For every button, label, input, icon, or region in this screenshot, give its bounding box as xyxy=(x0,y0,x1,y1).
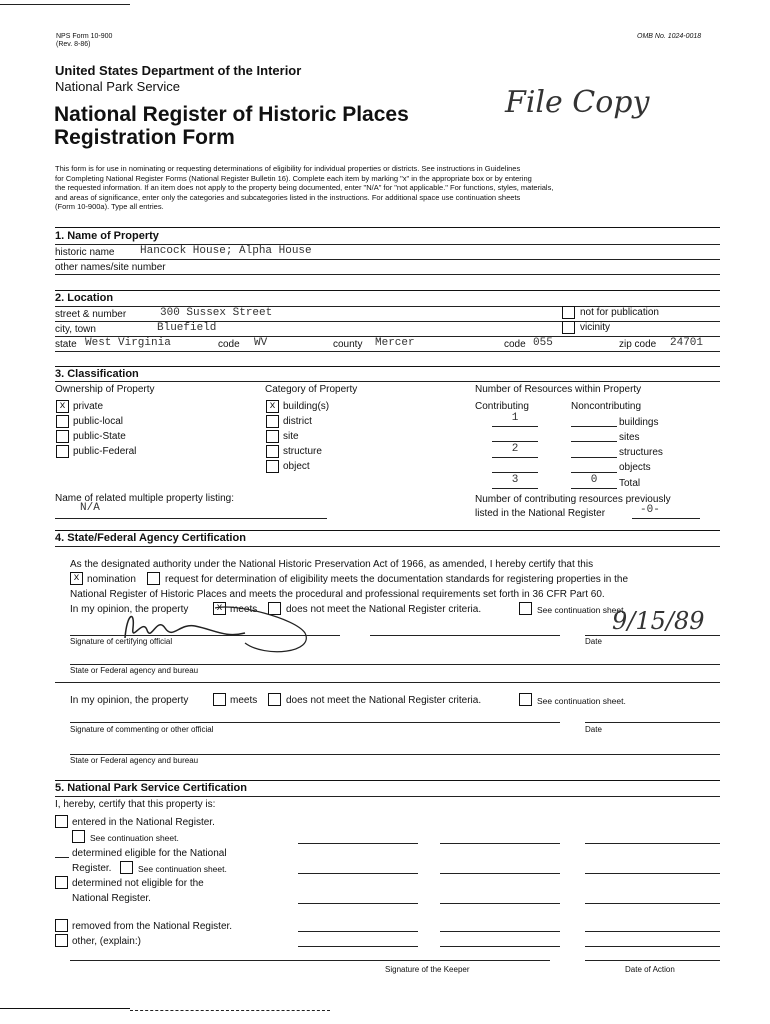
category-district-checkbox[interactable] xyxy=(266,415,279,428)
state-label: state xyxy=(55,339,77,350)
top-rule xyxy=(0,4,130,5)
county-label: county xyxy=(333,339,363,350)
rule xyxy=(70,635,340,636)
ownership-public-state-checkbox[interactable] xyxy=(56,430,69,443)
rule xyxy=(585,931,720,932)
state-agency-label: State or Federal agency and bureau xyxy=(70,666,199,675)
resource-contrib-value: 2 xyxy=(511,443,519,455)
section1-heading: 1. Name of Property xyxy=(55,230,159,242)
other-checkbox[interactable] xyxy=(55,934,68,947)
resource-contrib-value: 1 xyxy=(511,412,519,424)
category-site-checkbox[interactable] xyxy=(266,430,279,443)
rule xyxy=(298,903,418,904)
entered-continuation-checkbox[interactable] xyxy=(72,830,85,843)
rule xyxy=(440,931,560,932)
not-eligible-line1: determined not eligible for the xyxy=(72,878,204,889)
date-label: Date xyxy=(585,637,602,646)
category-structure-label: structure xyxy=(283,446,322,457)
continuation-sheet-label: See continuation sheet. xyxy=(537,605,626,615)
entered-checkbox[interactable] xyxy=(55,815,68,828)
removed-checkbox[interactable] xyxy=(55,919,68,932)
section2-heading: 2. Location xyxy=(55,292,114,304)
rule xyxy=(55,518,327,519)
cert-line1: As the designated authority under the National Historic Preservation Act of 1966, as amended, I hereby certify that this xyxy=(70,559,594,570)
rule xyxy=(370,635,560,636)
category-object-checkbox[interactable] xyxy=(266,460,279,473)
ownership-label: Ownership of Property xyxy=(55,384,155,395)
previously-listed-value: -0- xyxy=(640,504,660,516)
request-label: request for determination of eligibility meets the documentation standards for registering properties in the xyxy=(165,574,629,585)
certification-date: 9/15/89 xyxy=(612,607,705,635)
related-listing-value: N/A xyxy=(80,502,100,514)
rule xyxy=(70,754,720,755)
agency-name: National Park Service xyxy=(55,79,180,94)
resource-total-contrib: 3 xyxy=(511,474,519,486)
handwritten-file-copy: File Copy xyxy=(505,85,650,120)
rule xyxy=(70,664,720,665)
category-district-label: district xyxy=(283,416,312,427)
street-label: street & number xyxy=(55,309,127,320)
vicinity-label: vicinity xyxy=(580,322,611,333)
rule xyxy=(440,903,560,904)
does-not-meet-label: does not meet the National Register criteria. xyxy=(286,604,482,615)
meets2-checkbox[interactable] xyxy=(213,693,226,706)
category-building-checkbox[interactable]: x xyxy=(266,400,279,413)
entered-continuation-label: See continuation sheet. xyxy=(90,833,179,843)
does-not-meet2-checkbox[interactable] xyxy=(268,693,281,706)
state-value: West Virginia xyxy=(85,337,171,349)
zip-value: 24701 xyxy=(670,337,704,349)
bottom-rule xyxy=(0,1008,130,1009)
previously-listed-line1: Number of contributing resources previously xyxy=(475,494,671,505)
rule xyxy=(55,682,720,683)
request-checkbox[interactable] xyxy=(147,572,160,585)
resource-label: structures xyxy=(619,447,663,458)
rule xyxy=(55,366,720,367)
rule xyxy=(55,290,720,291)
rule xyxy=(571,472,617,473)
nomination-label: nomination xyxy=(87,574,136,585)
rule xyxy=(492,472,538,473)
other-names-label: other names/site number xyxy=(55,262,166,273)
removed-label: removed from the National Register. xyxy=(72,921,233,932)
continuation-sheet-checkbox[interactable] xyxy=(519,602,532,615)
date2-label: Date xyxy=(585,725,602,734)
rule xyxy=(440,873,560,874)
rule xyxy=(571,441,617,442)
county-code-value: 055 xyxy=(533,337,553,349)
eligible-line1: determined eligible for the National xyxy=(72,848,227,859)
historic-name-value: Hancock House; Alpha House xyxy=(140,245,312,257)
signature-label: Signature of certifying official xyxy=(70,637,173,646)
rule xyxy=(55,530,720,531)
resource-total-label: Total xyxy=(619,478,641,489)
omb-number: OMB No. 1024-0018 xyxy=(637,33,702,40)
ownership-public-federal-checkbox[interactable] xyxy=(56,445,69,458)
form-id: NPS Form 10-900 xyxy=(56,33,113,40)
rule xyxy=(55,780,720,781)
rule xyxy=(585,722,720,723)
rule xyxy=(571,457,617,458)
meets-checkbox[interactable]: x xyxy=(213,602,226,615)
ownership-public-local-checkbox[interactable] xyxy=(56,415,69,428)
rule xyxy=(492,426,538,427)
rule xyxy=(55,321,720,322)
ownership-public-local-label: public-local xyxy=(73,416,124,427)
not-eligible-checkbox[interactable] xyxy=(55,876,68,889)
category-object-label: object xyxy=(283,461,310,472)
noncontributing-label: Noncontributing xyxy=(571,401,642,412)
section3-heading: 3. Classification xyxy=(55,368,139,380)
rule xyxy=(55,381,720,382)
rule xyxy=(298,946,418,947)
certifying-signature xyxy=(95,598,325,660)
street-value: 300 Sussex Street xyxy=(160,307,273,319)
rule xyxy=(440,946,560,947)
rule xyxy=(55,546,720,547)
ownership-public-federal-label: public-Federal xyxy=(73,446,137,457)
keeper-signature-label: Signature of the Keeper xyxy=(385,965,470,974)
rule xyxy=(585,946,720,947)
rule xyxy=(55,857,69,858)
eligible-continuation-label: See continuation sheet. xyxy=(138,864,227,874)
department-name: United States Department of the Interior xyxy=(55,63,302,78)
previously-listed-line2: listed in the National Register xyxy=(475,508,606,519)
entered-label: entered in the National Register. xyxy=(72,817,215,828)
ownership-private-checkbox[interactable]: x xyxy=(56,400,69,413)
meets-label: meets xyxy=(230,604,258,615)
state-code-value: WV xyxy=(254,337,268,349)
continuation-sheet2-checkbox[interactable] xyxy=(519,693,532,706)
rule xyxy=(571,488,617,489)
nomination-checkbox[interactable]: x xyxy=(70,572,83,585)
eligible-line2: Register. xyxy=(72,863,112,874)
rule xyxy=(632,518,700,519)
continuation-sheet2-label: See continuation sheet. xyxy=(537,696,626,706)
category-label: Category of Property xyxy=(265,384,358,395)
rule xyxy=(585,635,720,636)
rule xyxy=(585,960,720,961)
ownership-private-label: private xyxy=(73,401,104,412)
category-site-label: site xyxy=(283,431,299,442)
rule xyxy=(70,722,560,723)
resources-label: Number of Resources within Property xyxy=(475,384,642,395)
rule xyxy=(55,274,720,275)
rule xyxy=(492,457,538,458)
rule xyxy=(55,259,720,260)
rule xyxy=(298,843,418,844)
rule xyxy=(298,873,418,874)
vicinity-checkbox[interactable] xyxy=(562,321,575,334)
not-for-publication-label: not for publication xyxy=(580,307,659,318)
rule xyxy=(492,441,538,442)
rule xyxy=(55,351,720,352)
does-not-meet2-label: does not meet the National Register criteria. xyxy=(286,695,482,706)
zip-label: zip code xyxy=(619,339,657,350)
resource-label: objects xyxy=(619,462,651,473)
rule xyxy=(585,843,720,844)
contributing-label: Contributing xyxy=(475,401,529,412)
form-title-line2: Registration Form xyxy=(54,126,235,149)
resource-total-noncontrib: 0 xyxy=(590,474,598,486)
county-value: Mercer xyxy=(375,337,415,349)
cert-line3: National Register of Historic Places and meets the procedural and professional requirements set forth in 36 CFR Part 60. xyxy=(70,589,605,600)
rule xyxy=(585,903,720,904)
meets2-label: meets xyxy=(230,695,258,706)
rule xyxy=(585,873,720,874)
city-value: Bluefield xyxy=(157,322,217,334)
rule xyxy=(55,796,720,797)
related-listing-label: Name of related multiple property listing: xyxy=(55,493,234,504)
rule xyxy=(571,426,617,427)
rule xyxy=(70,960,550,961)
county-code-label: code xyxy=(504,339,526,350)
rule xyxy=(492,488,538,489)
certify-intro: I, hereby, certify that this property is: xyxy=(55,799,216,810)
section5-heading: 5. National Park Service Certification xyxy=(55,782,247,794)
opinion-prefix: In my opinion, the property xyxy=(70,604,189,615)
rule xyxy=(298,931,418,932)
form-title-line1: National Register of Historic Places xyxy=(54,103,409,126)
category-structure-checkbox[interactable] xyxy=(266,445,279,458)
resource-label: sites xyxy=(619,432,640,443)
eligible-continuation-checkbox[interactable] xyxy=(120,861,133,874)
opinion2-prefix: In my opinion, the property xyxy=(70,695,189,706)
rule xyxy=(440,843,560,844)
not-for-publication-checkbox[interactable] xyxy=(562,306,575,319)
category-building-label: building(s) xyxy=(283,401,330,412)
ownership-public-state-label: public-State xyxy=(73,431,126,442)
not-eligible-line2: National Register. xyxy=(72,893,151,904)
form-rev: (Rev. 8-86) xyxy=(56,41,91,48)
signature2-label: Signature of commenting or other official xyxy=(70,725,214,734)
rule xyxy=(55,227,720,228)
other-label: other, (explain:) xyxy=(72,936,141,947)
date-of-action-label: Date of Action xyxy=(625,965,675,974)
historic-name-label: historic name xyxy=(55,247,115,258)
intro-text: This form is for use in nominating or requesting determinations of eligibility for individual properties or districts. See instructions in Guidelines for Completing National Register Forms (National Register Bulletin 16). Complete each item by marking "x" in the appropriate box or by entering the requested information. If an item does not apply to the property being documented, enter "N/A" for "not applicable." For functions, styles, materials, and areas of significance, enter only the categories and subcategories listed in the instructions. For additional space use continuation sheets (Form 10-900a). Type all entries. xyxy=(55,164,554,212)
state-agency2-label: State or Federal agency and bureau xyxy=(70,756,199,765)
resource-label: buildings xyxy=(619,417,659,428)
city-label: city, town xyxy=(55,324,96,335)
bottom-rule-dashed xyxy=(130,1010,330,1011)
state-code-label: code xyxy=(218,339,240,350)
section4-heading: 4. State/Federal Agency Certification xyxy=(55,532,246,544)
